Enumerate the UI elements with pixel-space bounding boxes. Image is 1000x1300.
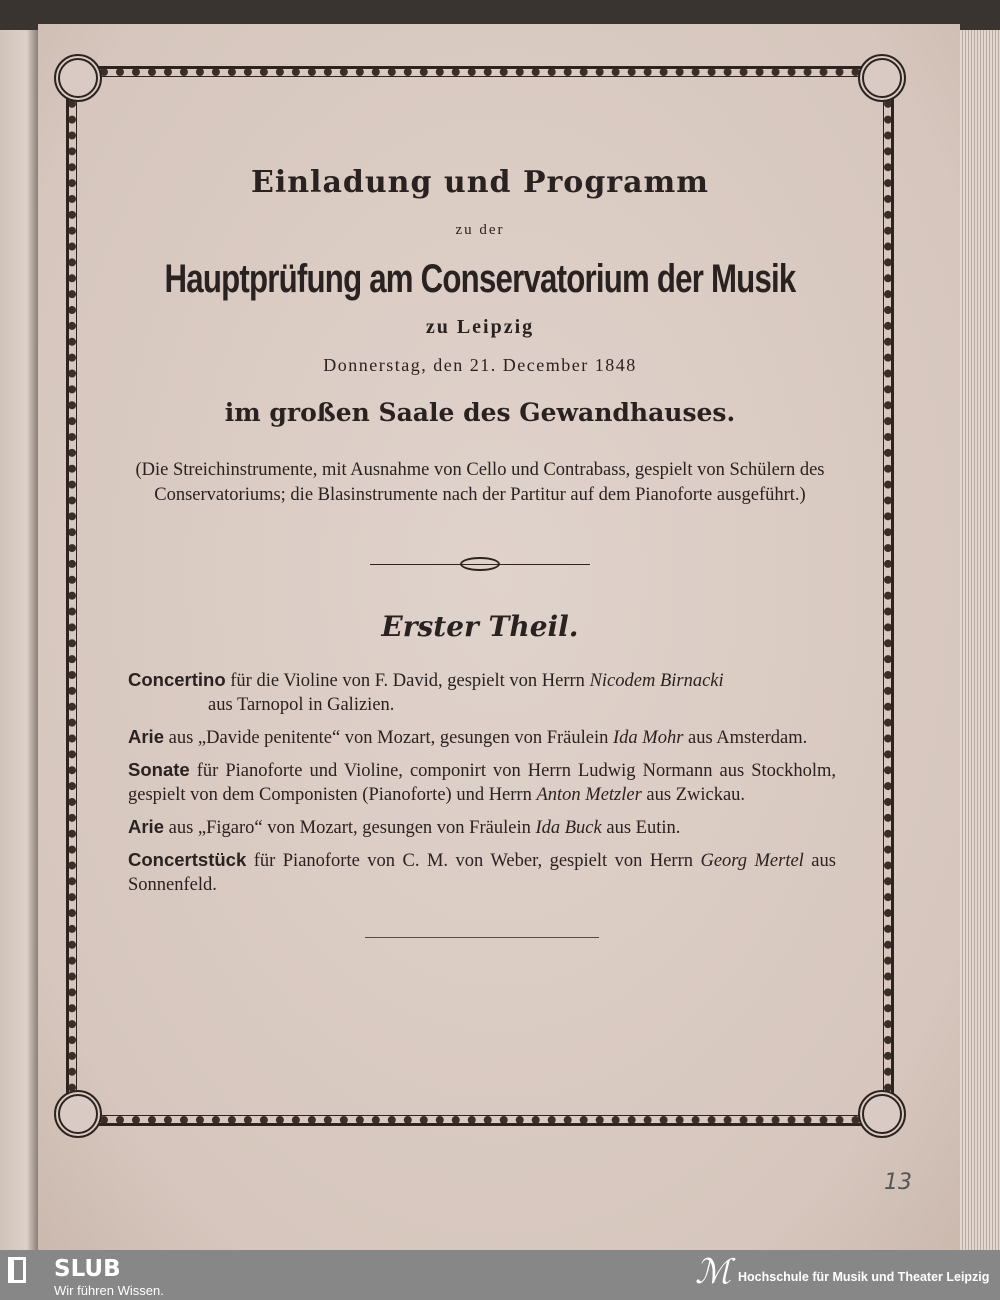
event-date: Donnerstag, den 21. December 1848 bbox=[323, 355, 637, 375]
program-list bbox=[128, 668, 836, 938]
corner-ornament-icon bbox=[54, 1090, 102, 1138]
divider-ornament bbox=[370, 564, 590, 576]
item-text: aus Eutin. bbox=[601, 818, 681, 838]
work-title: Sonate bbox=[128, 759, 190, 780]
work-title: Concertino bbox=[128, 669, 226, 690]
performer: Anton Metzler bbox=[536, 785, 642, 805]
page-stack-edges bbox=[960, 30, 1000, 1250]
performer: Ida Mohr bbox=[613, 728, 684, 748]
program-item bbox=[128, 668, 836, 717]
program-item bbox=[128, 725, 836, 750]
event-venue: im großen Saale des Gewandhauses. bbox=[224, 398, 736, 427]
main-title: Hauptprüfung am Conservatorium der Musik bbox=[164, 257, 796, 301]
program-item bbox=[128, 848, 836, 897]
item-text: aus Sonnenfeld. bbox=[128, 851, 836, 895]
part-heading: Erster Theil. bbox=[381, 610, 579, 643]
corner-ornament-icon bbox=[54, 54, 102, 102]
slub-logo[interactable]: SLUB bbox=[54, 1256, 121, 1282]
item-text: aus Zwickau. bbox=[641, 785, 746, 805]
work-title: Concertstück bbox=[128, 849, 247, 870]
performer: Nicodem Birnacki bbox=[589, 671, 724, 691]
program-item bbox=[128, 758, 836, 807]
program-item bbox=[128, 815, 836, 840]
item-text: aus Amsterdam. bbox=[683, 728, 808, 748]
corner-ornament-icon bbox=[858, 54, 906, 102]
divider-rule bbox=[365, 937, 599, 938]
ornament-icon bbox=[460, 557, 500, 571]
title-city: zu Leipzig bbox=[425, 316, 535, 338]
item-text: aus „Davide penitente“ von Mozart, gesungen von Fräulein bbox=[164, 728, 614, 748]
title-zu-der: zu der bbox=[455, 222, 505, 238]
item-text: für die Violine von F. David, gespielt von Herrn bbox=[225, 671, 590, 691]
slub-book-icon bbox=[8, 1257, 26, 1283]
work-title: Arie bbox=[128, 816, 164, 837]
slub-tagline: Wir führen Wissen. bbox=[54, 1283, 164, 1298]
performer: Georg Mertel bbox=[700, 851, 804, 871]
hmt-name[interactable]: Hochschule für Musik und Theater Leipzig bbox=[738, 1270, 990, 1284]
hmt-logo-icon: ℳ bbox=[695, 1252, 732, 1292]
instrument-note: (Die Streichinstrumente, mit Ausnahme von Cello und Contrabass, gespielt von Schülern des Conservatoriums; die Blasinstrumente nach der Partitur auf dem Pianoforte ausgeführt.) bbox=[135, 460, 825, 505]
item-text: für Pianoforte von C. M. von Weber, gespielt von Herrn bbox=[246, 851, 701, 871]
page-number: 13 bbox=[884, 1170, 912, 1195]
work-title: Arie bbox=[128, 726, 164, 747]
performer: Ida Buck bbox=[535, 818, 602, 838]
item-text: aus Tarnopol in Galizien. bbox=[208, 695, 395, 715]
item-text: aus „Figaro“ von Mozart, gesungen von Fräulein bbox=[164, 818, 536, 838]
left-page-edge bbox=[0, 30, 38, 1250]
corner-ornament-icon bbox=[858, 1090, 906, 1138]
title-invitation: Einladung und Programm bbox=[250, 165, 710, 200]
footer-bar bbox=[0, 1250, 1000, 1300]
item-text: für Pianoforte und Violine, componirt von Herrn Ludwig Normann aus Stockholm, gespielt von dem Componisten (Pianoforte) und Herrn bbox=[128, 761, 836, 805]
